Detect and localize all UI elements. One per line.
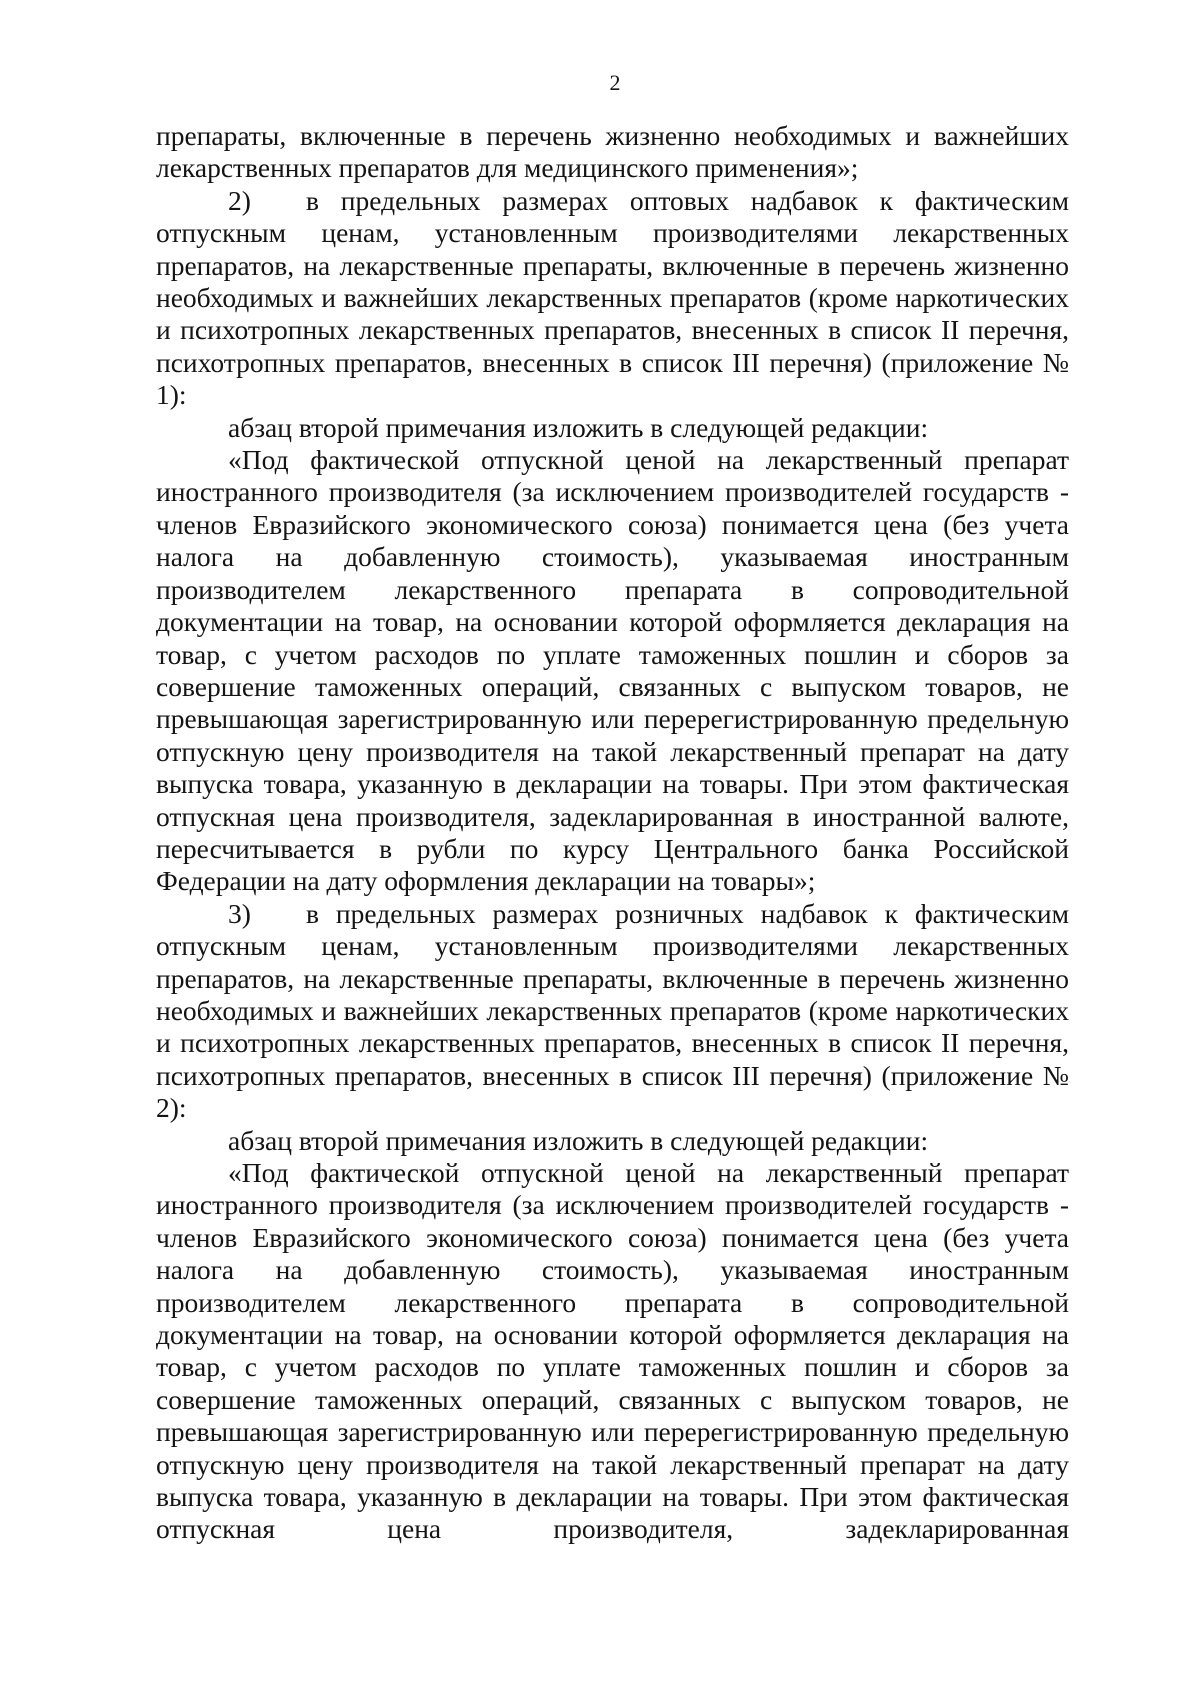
list-item-text: в предельных размерах оптовых надбавок к фактическим отпускным ценам, установленным производителями лекарственных препаратов, на лекарственные препараты, включенные в перечень жизненно необходимых и важнейших лекарственных препаратов (кроме наркотических и психотропных лекарственных препаратов, внесенных в список II перечня, психотропных препаратов, внесенных в список III перечня) (приложение № 1):: [156, 184, 1069, 411]
document-body: [156, 120, 1069, 1546]
list-item-text: в предельных размерах розничных надбавок к фактическим отпускным ценам, установленным производителями лекарственных препаратов, на лекарственные препараты, включенные в перечень жизненно необходимых и важнейших лекарственных препаратов (кроме наркотических и психотропных лекарственных препаратов, внесенных в список II перечня, психотропных препаратов, внесенных в список III перечня) (приложение № 2):: [156, 897, 1069, 1124]
paragraph-instruction: абзац второй примечания изложить в следующей редакции:: [228, 1124, 929, 1156]
paragraph-continuation: препараты, включенные в перечень жизненно необходимых и важнейших лекарственных препаратов для медицинского применения»;: [156, 120, 1069, 184]
list-item-2: [156, 185, 1069, 412]
paragraph-instruction: абзац второй примечания изложить в следующей редакции:: [228, 411, 929, 443]
paragraph-quote: «Под фактической отпускной ценой на лекарственный препарат иностранного производителя (за исключением производителей государств - членов Евразийского экономического союза) понимается цена (без учета налога на добавленную стоимость), указываемая иностранным производителем лекарственного препарата в сопроводительной документации на товар, на основании которой оформляется декларация на товар, с учетом расходов по уплате таможенных пошлин и сборов за совершение таможенных операций, связанных с выпуском товаров, не превышающая зарегистрированную или перерегистрированную предельную отпускную цену производителя на такой лекарственный препарат на дату выпуска товара, указанную в декларации на товары. При этом фактическая отпускная цена производителя, задекларированная в иностранной валюте, пересчитывается в рубли по курсу Центрального банка Российской Федерации на дату оформления декларации на товары»;: [156, 444, 1069, 897]
list-item-number: 3): [228, 897, 251, 929]
list-item-number: 2): [228, 184, 251, 216]
paragraph-quote: «Под фактической отпускной ценой на лекарственный препарат иностранного производителя (за исключением производителей государств - членов Евразийского экономического союза) понимается цена (без учета налога на добавленную стоимость), указываемая иностранным производителем лекарственного препарата в сопроводительной документации на товар, на основании которой оформляется декларация на товар, с учетом расходов по уплате таможенных пошлин и сборов за совершение таможенных операций, связанных с выпуском товаров, не превышающая зарегистрированную или перерегистрированную предельную отпускную цену производителя на такой лекарственный препарат на дату выпуска товара, указанную в декларации на товары. При этом фактическая отпускная цена производителя, задекларированная: [156, 1157, 1069, 1545]
list-item-3: [156, 898, 1069, 1125]
page-number: 2: [609, 70, 621, 95]
